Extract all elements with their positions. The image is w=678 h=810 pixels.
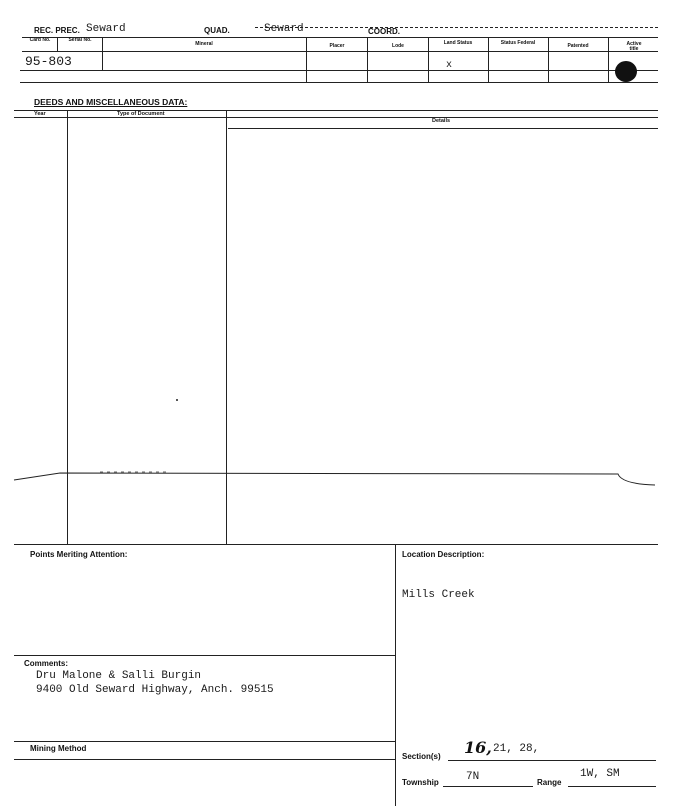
claim-divider-card <box>57 37 58 51</box>
claim-divider-serial <box>102 37 103 70</box>
col-type-header: Type of Document <box>117 111 165 117</box>
sections-typed: 21, 28, <box>493 743 540 755</box>
col-active-title-header: Active title <box>626 41 642 52</box>
header-top-line <box>255 27 658 28</box>
claim-table-top-line <box>22 37 658 38</box>
scan-speck <box>176 399 178 401</box>
comments-line-2: 9400 Old Seward Highway, Anch. 99515 <box>36 684 274 696</box>
col-patented-header: Patented <box>567 43 589 49</box>
claim-divider-land <box>488 37 489 82</box>
claim-table-bottom-line <box>20 70 658 71</box>
quad-label: QUAD. <box>204 26 230 35</box>
col-lode-header: Lode <box>392 43 404 49</box>
mining-label: Mining Method <box>30 744 87 753</box>
claim-divider-placer <box>367 37 368 82</box>
sections-label: Section(s) <box>402 752 441 761</box>
sections-handwritten: 16, <box>464 738 492 757</box>
deeds-top-line <box>14 110 658 111</box>
col-mineral-header: Mineral <box>195 41 213 47</box>
location-value: Mills Creek <box>402 589 475 601</box>
range-underline <box>568 786 656 787</box>
claim-table-base-line <box>20 82 658 83</box>
township-value: 7N <box>466 771 480 783</box>
mining-top-line <box>14 741 395 742</box>
sections-underline <box>448 760 656 761</box>
township-label: Township <box>402 778 439 787</box>
rec-prec-value: Seward <box>86 23 126 35</box>
comments-line-1: Dru Malone & Salli Burgin <box>36 670 202 682</box>
mining-bottom-line <box>14 759 395 760</box>
col-card-header: Card No. <box>29 37 51 43</box>
comments-label: Comments: <box>24 659 69 668</box>
deeds-header-line <box>14 117 658 118</box>
claim-divider-patented <box>608 37 609 82</box>
claim-divider-lode <box>428 37 429 82</box>
claim-divider-federal <box>548 37 549 82</box>
col-land-status-header: Land Status <box>443 40 473 46</box>
range-label: Range <box>537 778 562 787</box>
points-label: Points Meriting Attention: <box>30 550 128 559</box>
quad-value: Seward <box>264 23 304 35</box>
bottom-section-divider <box>395 544 396 806</box>
location-label: Location Description: <box>402 550 485 559</box>
land-status-mark: x <box>446 60 453 71</box>
rec-prec-label: REC. PREC. <box>34 26 80 35</box>
col-year-header: Year <box>34 111 46 117</box>
col-details-header: Details <box>432 118 451 124</box>
deeds-section-title: DEEDS AND MISCELLANEOUS DATA: <box>34 97 188 107</box>
card-number-value: 95-803 <box>25 54 72 69</box>
col-status-federal-header: Status Federal <box>500 40 536 46</box>
page-join-line <box>0 460 678 490</box>
bottom-section-top-line <box>14 544 658 545</box>
coord-label: COORD. <box>368 27 400 36</box>
details-subheader-line <box>228 128 658 129</box>
range-value: 1W, SM <box>580 768 620 780</box>
claim-divider-mineral <box>306 37 307 82</box>
active-title-dot <box>615 61 637 82</box>
col-serial-header: Serial No. <box>68 37 92 43</box>
comments-top-line <box>14 655 395 656</box>
col-placer-header: Placer <box>329 43 345 49</box>
township-underline <box>443 786 533 787</box>
claim-table-header-line <box>22 51 658 52</box>
